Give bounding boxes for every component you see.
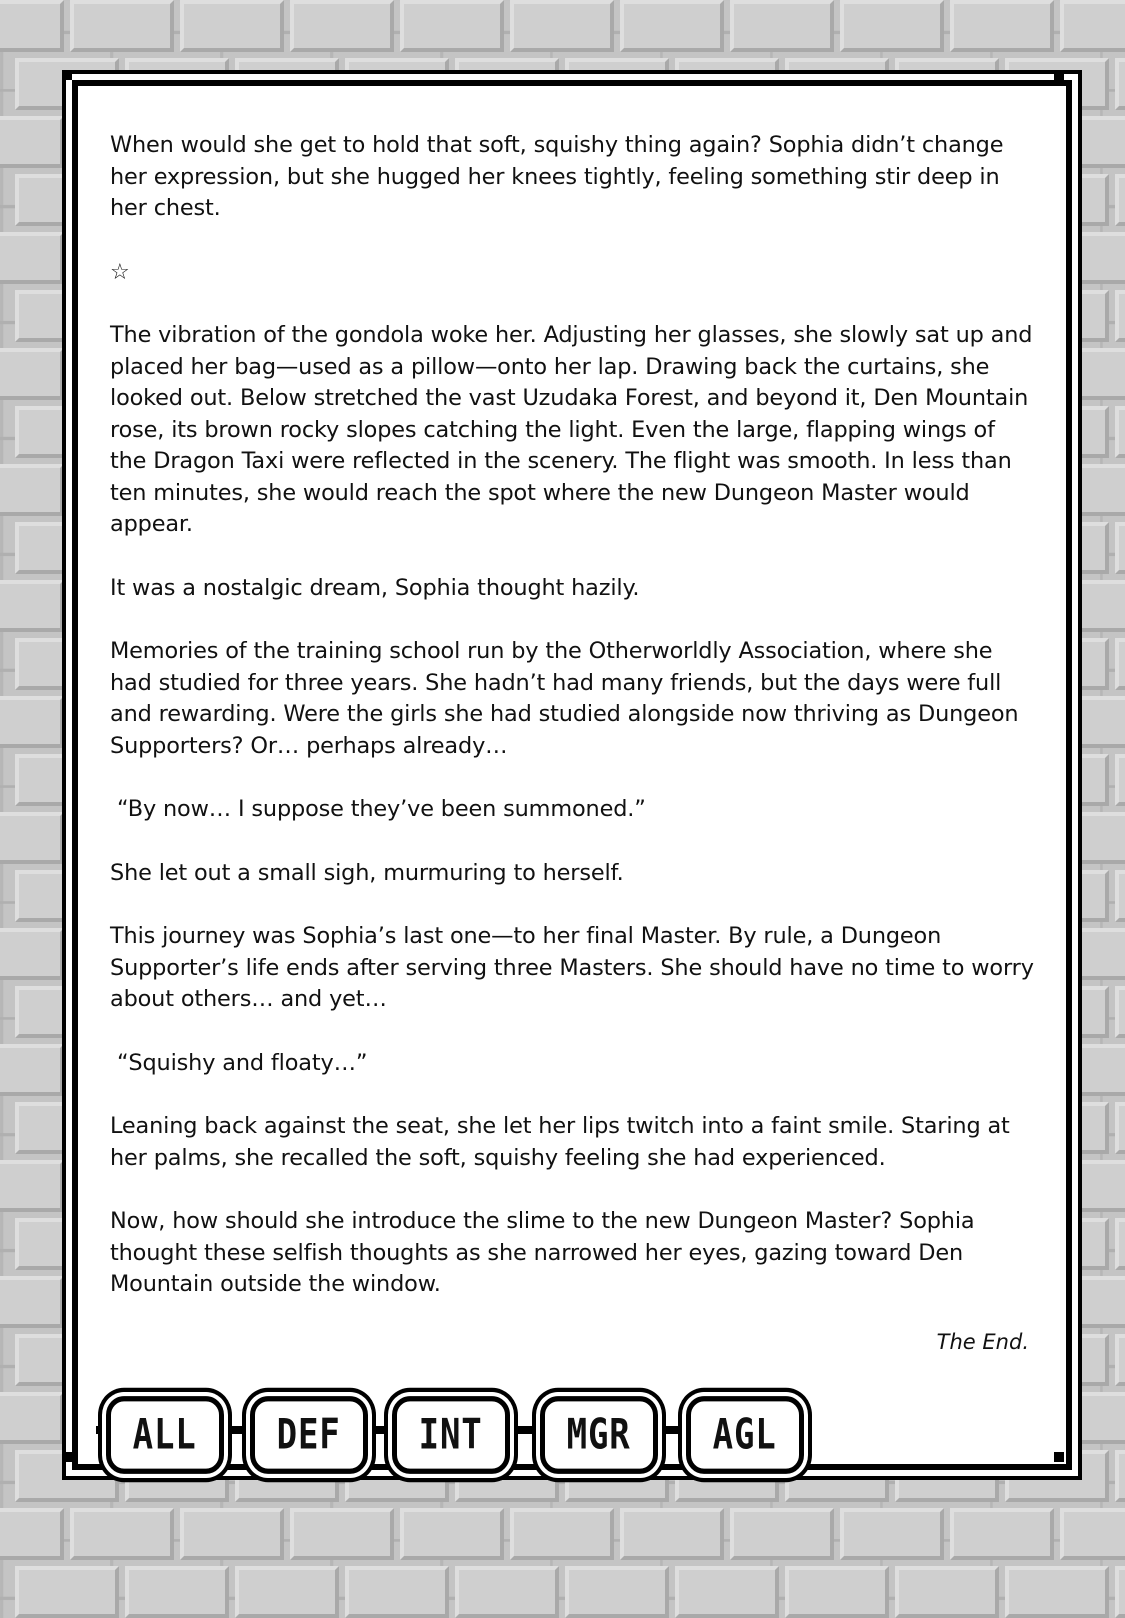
brick-tile (510, 1508, 614, 1560)
brick-tile (1060, 0, 1125, 52)
brick-tile (0, 1508, 64, 1560)
brick-tile (400, 0, 504, 52)
brick-tile (1115, 1218, 1125, 1270)
tab-label: MGR (567, 1410, 631, 1460)
paragraph: It was a nostalgic dream, Sophia thought hazily. (110, 574, 640, 601)
brick-tile (510, 0, 614, 52)
brick-tile (840, 0, 944, 52)
brick-tile (785, 1566, 889, 1618)
brick-tile (180, 0, 284, 52)
tab-def[interactable] (250, 1396, 368, 1474)
brick-tile (1115, 986, 1125, 1038)
brick-tile (0, 1044, 64, 1096)
brick-tile (1005, 1566, 1109, 1618)
brick-tile (0, 0, 64, 52)
tab-agl[interactable] (686, 1396, 804, 1474)
star-divider: ☆ (110, 259, 130, 285)
paragraph: Leaning back against the seat, she let her lips twitch into a faint smile. Staring at her palms, she recalled the soft, squishy feeling she had experienced. (110, 1113, 1010, 1171)
brick-tile (1115, 522, 1125, 574)
paragraph: This journey was Sophia’s last one—to her final Master. By rule, a Dungeon Supporter’s life ends after serving three Masters. She should have no time to worry about others… and yet… (110, 923, 1034, 1012)
brick-tile (1115, 1102, 1125, 1154)
brick-tile (620, 1508, 724, 1560)
brick-tile (1115, 290, 1125, 342)
panel-corner (62, 70, 72, 80)
tab-label: DEF (277, 1410, 341, 1460)
paragraph: She let out a small sigh, murmuring to herself. (110, 859, 624, 886)
brick-tile (675, 1566, 779, 1618)
brick-tile (290, 1508, 394, 1560)
brick-tile (70, 0, 174, 52)
brick-tile (950, 1508, 1054, 1560)
brick-tile (1115, 1566, 1125, 1618)
tab-label: AGL (713, 1410, 777, 1460)
brick-tile (290, 0, 394, 52)
brick-tile (895, 1566, 999, 1618)
panel-corner (62, 1452, 72, 1462)
brick-tile (1115, 58, 1125, 110)
paragraph: The vibration of the gondola woke her. Adjusting her glasses, she slowly sat up and placed her bag—used as a pillow—onto her lap. Drawing back the curtains, she looked out. Below stretched the vast Uzudaka Forest, and beyond it, Den Mountain rose, its brown rocky slopes catching the light. Even the large, flapping wings of the Dragon Taxi were reflected in the scenery. The flight was smooth. In less than ten minutes, she would reach the spot where the new Dungeon Master would appear. (110, 322, 1033, 537)
brick-tile (950, 0, 1054, 52)
brick-tile (0, 696, 64, 748)
brick-tile (0, 928, 64, 980)
the-end-label: The End. (936, 1330, 1029, 1354)
brick-tile (0, 464, 64, 516)
tab-label: ALL (133, 1410, 197, 1460)
brick-tile (1115, 1334, 1125, 1386)
brick-tile (125, 1566, 229, 1618)
brick-tile (730, 1508, 834, 1560)
paragraph: Now, how should she introduce the slime to the new Dungeon Master? Sophia thought these selfish thoughts as she narrowed her eyes, gazing toward Den Mountain outside the window. (110, 1208, 975, 1297)
brick-tile (0, 232, 64, 284)
paragraph: Memories of the training school run by the Otherworldly Association, where she had studied for three years. She hadn’t had many friends, but the days were full and rewarding. Were the girls she had studied alongside now thriving as Dungeon Supporters? Or… perhaps already… (110, 638, 1019, 759)
story-text (110, 130, 1035, 1333)
brick-tile (0, 812, 64, 864)
brick-tile (1115, 638, 1125, 690)
brick-tile (840, 1508, 944, 1560)
brick-tile (620, 0, 724, 52)
brick-tile (15, 1566, 119, 1618)
brick-tile (0, 348, 64, 400)
brick-tile (1115, 174, 1125, 226)
brick-tile (0, 1160, 64, 1212)
brick-tile (1115, 754, 1125, 806)
brick-tile (455, 1566, 559, 1618)
brick-tile (730, 0, 834, 52)
brick-tile (400, 1508, 504, 1560)
brick-tile (70, 1508, 174, 1560)
tab-int[interactable] (392, 1396, 510, 1474)
panel-corner (1054, 70, 1064, 80)
brick-tile (235, 1566, 339, 1618)
tab-mgr[interactable] (540, 1396, 658, 1474)
brick-tile (565, 1566, 669, 1618)
tab-all[interactable] (106, 1396, 224, 1474)
brick-tile (180, 1508, 284, 1560)
brick-tile (0, 580, 64, 632)
brick-tile (1115, 870, 1125, 922)
dialogue: “By now… I suppose they’ve been summoned.” (110, 796, 646, 822)
brick-tile (1060, 1508, 1125, 1560)
brick-tile (0, 1276, 64, 1328)
brick-tile (1115, 406, 1125, 458)
brick-tile (1115, 1450, 1125, 1502)
brick-tile (0, 1392, 64, 1444)
tab-label: INT (419, 1410, 483, 1460)
brick-tile (0, 116, 64, 168)
dialogue: “Squishy and floaty…” (110, 1049, 368, 1076)
panel-corner (1054, 1452, 1064, 1462)
paragraph: When would she get to hold that soft, squishy thing again? Sophia didn’t change her expression, but she hugged her knees tightly, feeling something stir deep in her chest. (110, 132, 1004, 221)
brick-tile (345, 1566, 449, 1618)
